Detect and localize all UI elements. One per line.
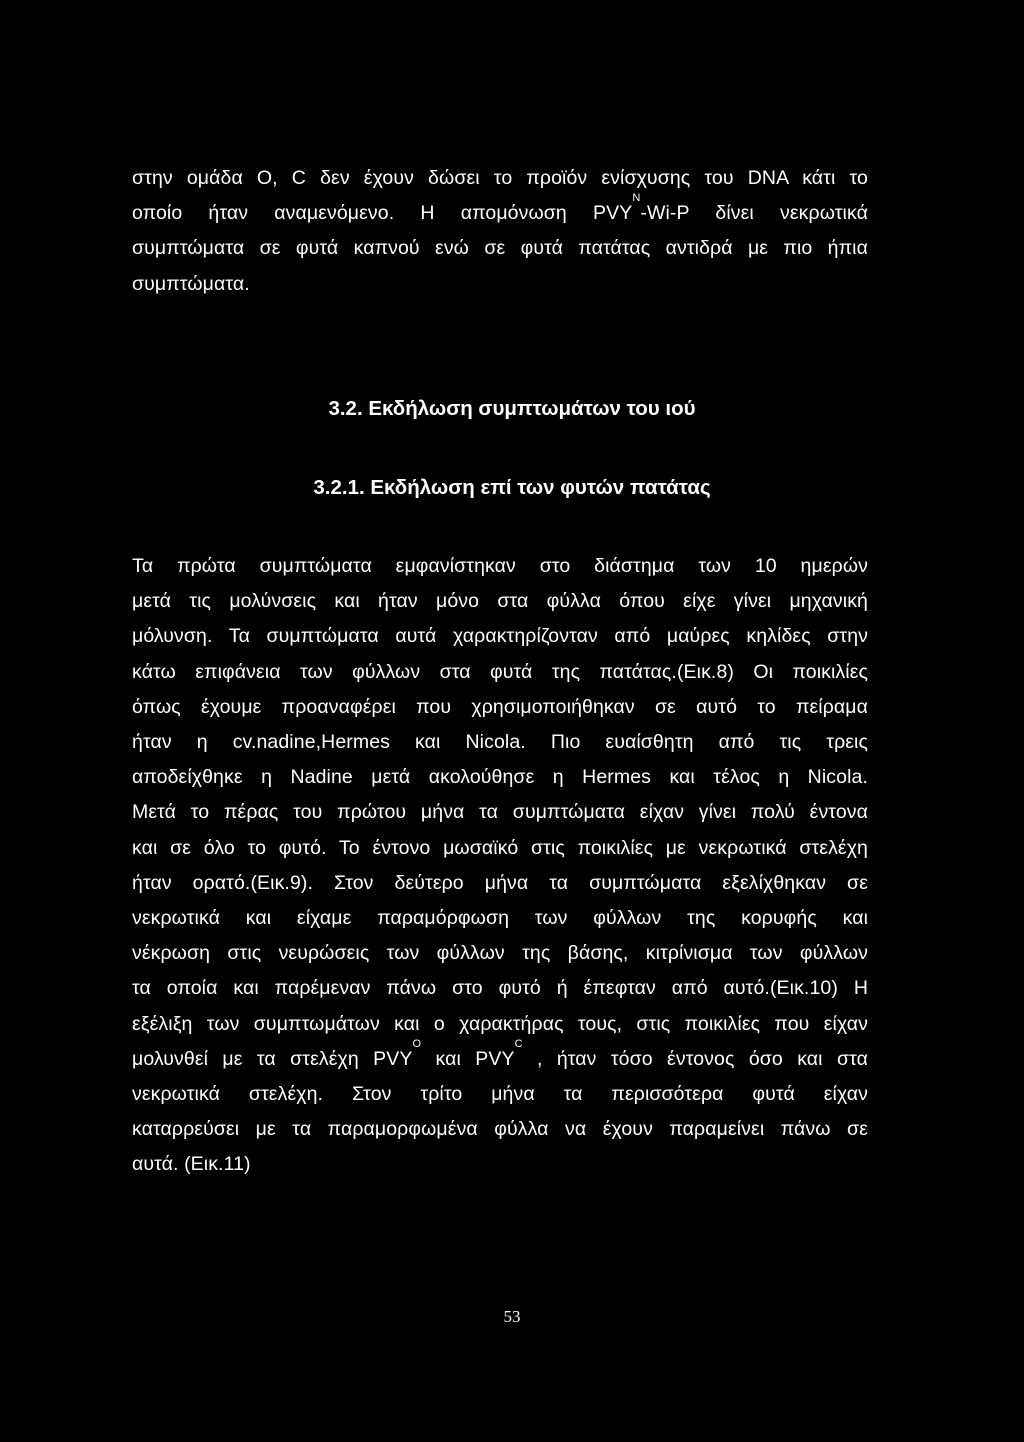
text-line: Τα πρώτα συμπτώματα εμφανίστηκαν στο διάστημα των 10 ημερών [132,555,868,577]
text-line: τα οποία και παρέμεναν πάνω στο φυτό ή έπεφταν από αυτό.(Εικ.10) Η [132,977,868,1000]
text-line: νέκρωση στις νευρώσεις των φύλλων της βάσης, κιτρίνισμα των φύλλων [132,942,868,965]
text-line: ήταν η cv.nadine,Hermes και Nicola. Πιο ευαίσθητη από τις τρεις [132,731,868,754]
text-line: αυτά. (Εικ.11) [132,1153,251,1176]
text-segment: , ήταν τόσο έντονος όσο και στα [522,1047,868,1070]
paragraph-intro [132,161,868,302]
text-line: νεκρωτικά και είχαμε παραμόρφωση των φύλλων της κορυφής και [132,907,868,930]
text-line: όπως έχουμε προαναφέρει που χρησιμοποιήθηκαν σε αυτό το πείραμα [132,695,868,718]
text-line: κάτω επιφάνεια των φύλλων στα φυτά της πατάτας.(Εικ.8) Οι ποικιλίες [132,660,868,683]
text-segment: οποίο ήταν αναμενόμενο. Η απομόνωση PVY [132,202,633,225]
text-line: μετά τις μολύνσεις και ήταν μόνο στα φύλλα όπου είχε γίνει μηχανική [132,590,868,613]
text-segment: μολυνθεί με τα στελέχη PVY [132,1047,413,1070]
text-line: αποδείχθηκε η Nadine μετά ακολούθησε η Hermes και τέλος η Nicola. [132,766,868,789]
section-heading: 3.2. Εκδήλωση συμπτωμάτων του ιού [328,397,696,420]
text-line: καταρρεύσει με τα παραμορφωμένα φύλλα να έχουν παραμείνει πάνω σε [132,1118,868,1141]
text-line: νεκρωτικά στελέχη. Στον τρίτο μήνα τα περισσότερα φυτά είχαν [132,1083,868,1106]
page-number: 53 [503,1307,521,1326]
text-line: μόλυνση. Τα συμπτώματα αυτά χαρακτηρίζονταν από μαύρες κηλίδες στην [132,625,868,648]
text-line: στην ομάδα Ο, C δεν έχουν δώσει το προϊόν ενίσχυσης του DNA κάτι το [132,167,868,189]
text-line: Μετά το πέρας του πρώτου μήνα τα συμπτώματα είχαν γίνει πολύ έντονα [132,801,868,824]
text-segment: -Wi-P δίνει νεκρωτικά [640,202,868,225]
text-line [132,192,868,231]
paragraph-symptoms [132,549,868,1183]
text-segment: και PVY [421,1047,515,1070]
text-line: ήταν ορατό.(Εικ.9). Στον δεύτερο μήνα τα συμπτώματα εξελίχθηκαν σε [132,871,868,894]
text-line: και σε όλο το φυτό. Το έντονο μωσαϊκό στις ποικιλίες με νεκρωτικά στελέχη [132,836,868,859]
text-line: εξέλιξη των συμπτωμάτων και ο χαρακτήρας τους, στις ποικιλίες που είχαν [132,1012,868,1035]
text-line: συμπτώματα. [132,272,250,295]
text-line [132,1037,868,1077]
text-line: συμπτώματα σε φυτά καπνού ενώ σε φυτά πατάτας αντιδρά με πιο ήπια [132,237,868,260]
subsection-heading: 3.2.1. Εκδήλωση επί των φυτών πατάτας [313,476,711,499]
superscript: O [412,1037,422,1050]
superscript: C [514,1037,523,1050]
superscript: N [632,192,641,205]
